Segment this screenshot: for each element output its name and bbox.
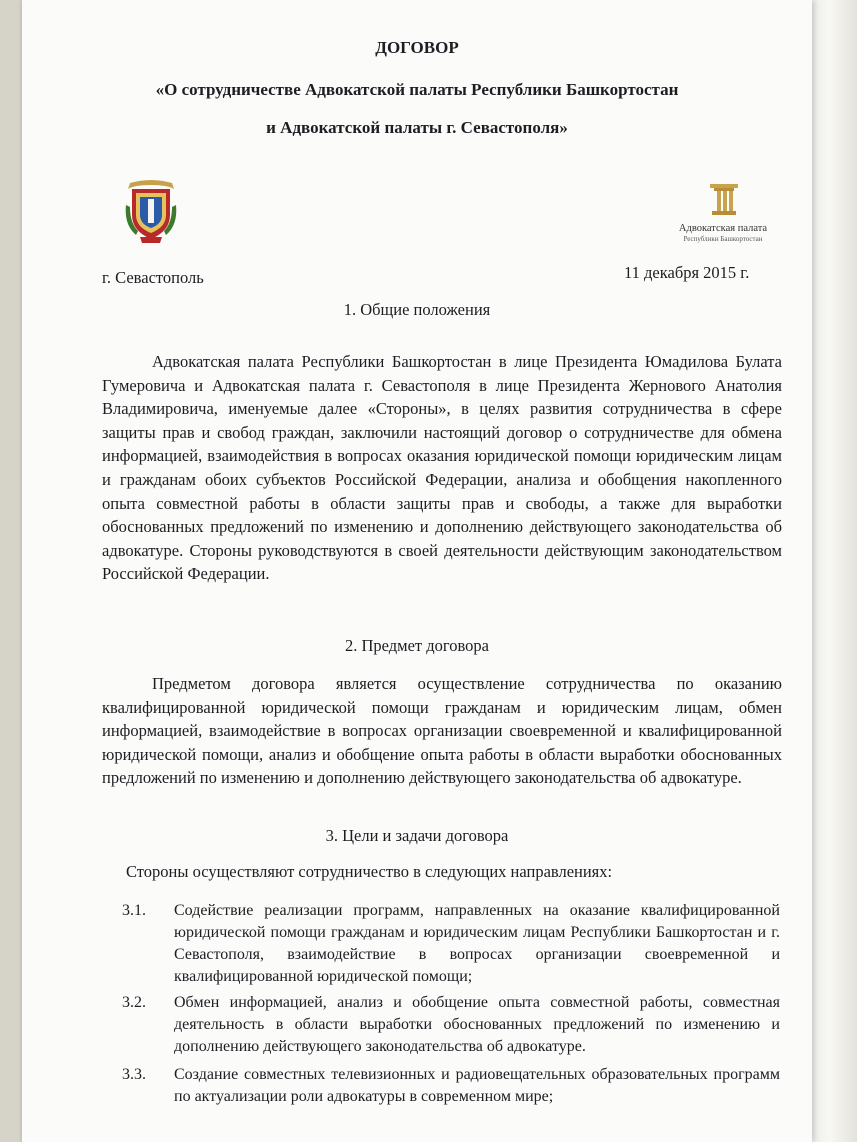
list-item-number: 3.2. <box>122 994 146 1011</box>
place-of-signing: г. Севастополь <box>102 268 204 287</box>
document-title: ДОГОВОР <box>375 38 459 57</box>
logo-name: Адвокатская палата <box>678 223 768 234</box>
list-item-text: Содействие реализации программ, направленных на оказание квалифицированной юридической помощи гражданам и юридическим лицам Республики Башкортостан и г. Севастополя, взаимодействие в вопросах организации своевременной и квалифицированной юридической помощи; <box>174 902 780 985</box>
section-2-text: Предметом договора является осуществление сотрудничества по оказанию квалифицированной юридической помощи гражданам и юридическим лицам, обмен информацией, взаимодействие в вопросах организации своевременной и квалифицированной юридической помощи, анализ и обобщение опыта работы в области выработки обоснованных предложений по изменению и дополнению действующего законодательства об адвокатуре. <box>102 674 782 788</box>
date-of-signing: 11 декабря 2015 г. <box>624 263 750 282</box>
document-page <box>22 0 812 1142</box>
list-item-number: 3.1. <box>122 902 146 919</box>
section-1-paragraph <box>102 350 782 586</box>
logo-subtitle: Республики Башкортостан <box>683 235 763 243</box>
section-3-heading: 3. Цели и задачи договора <box>325 826 509 845</box>
section-2-paragraph <box>102 672 782 790</box>
list-item-text: Создание совместных телевизионных и радиовещательных образовательных программ по актуализации роли адвокатуры в современном мире; <box>174 1066 780 1105</box>
section-1-text: Адвокатская палата Республики Башкортостан в лице Президента Юмадилова Булата Гумеровича и Адвокатская палата г. Севастополя в лице Президента Жернового Анатолия Владимировича, именуемые далее «Стороны», в целях развития сотрудничества в сфере защиты прав и свобод граждан, заключили настоящий договор о сотрудничестве для обмена информацией, взаимодействия в вопросах оказания юридической помощи юридическим лицам и гражданам обоих субъектов Российской Федерации, анализа и обобщения накопленного опыта совместной работы в области защиты прав и свободы, а также для выработки обоснованных предложений по изменению и дополнению действующего законодательства об адвокатуре. Стороны руководствуются в своей деятельности действующим законодательством Российской Федерации. <box>102 352 782 584</box>
list-item-text: Обмен информацией, анализ и обобщение опыта совместной работы, совместная деятельность в области выработки обоснованных предложений по изменению и дополнению действующего законодательства об адвокатуре. <box>174 994 780 1055</box>
document-subtitle-line2: и Адвокатской палаты г. Севастополя» <box>266 118 568 137</box>
document-subtitle-line1: «О сотрудничестве Адвокатской палаты Республики Башкортостан <box>155 80 679 99</box>
next-page-edge <box>812 0 857 1142</box>
bashkortostan-bar-logo <box>668 182 778 244</box>
list-item-number: 3.3. <box>122 1066 146 1083</box>
sevastopol-bar-emblem-icon <box>122 175 180 245</box>
section-1-heading: 1. Общие положения <box>343 300 491 319</box>
column-icon <box>668 182 778 218</box>
section-3-intro: Стороны осуществляют сотрудничество в следующих направлениях: <box>126 862 613 881</box>
section-2-heading: 2. Предмет договора <box>344 636 490 655</box>
